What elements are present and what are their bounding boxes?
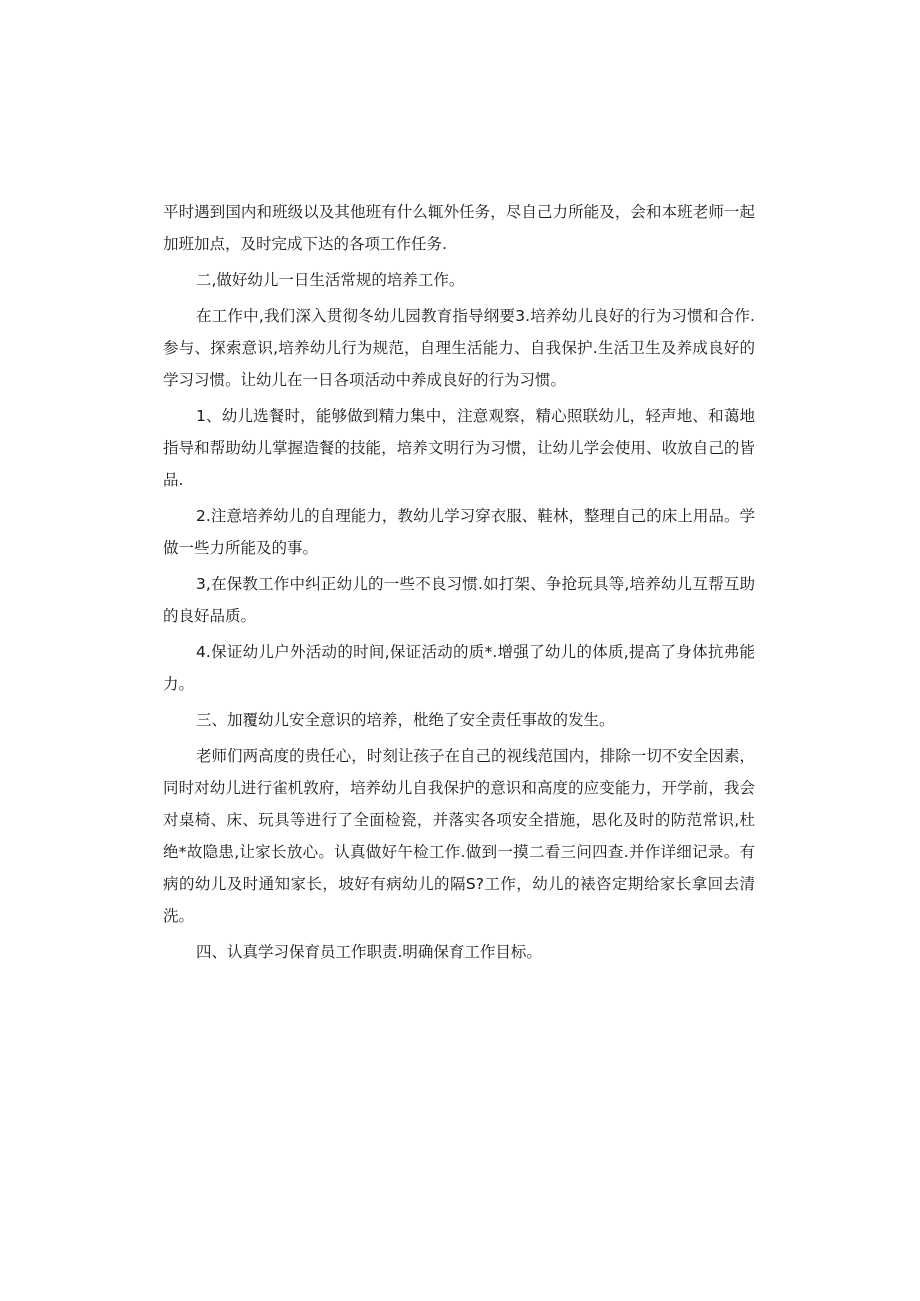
section-heading-2: 二,做好幼儿一日生活常规的培养工作。 — [196, 271, 465, 289]
paragraph-1: 平时遇到国内和班级以及其他班有什么辄外任务，尽自己力所能及，会和本班老师一起加班加点，及时完成下达的各项工作任务. — [163, 203, 755, 253]
paragraph-3: 在工作中,我们深入贯彻冬幼儿园教育指导纲要3.培养幼儿良好的行为习惯和合作.参与、探索意识,培养幼儿行为规范，自理生活能力、自我保护.生活卫生及养成良好的学习习惯。让幼儿在一日各项活动中养成良好的行为习惯。 — [163, 307, 755, 389]
list-item-4: 4.保证幼儿户外活动的时间,保证活动的质*.增强了幼儿的体质,提高了身体抗弗能力。 — [163, 643, 755, 693]
document-body — [163, 196, 755, 972]
paragraph-9: 老师们两高度的贵任心，时刻让孩子在自己的视线范国内，排除一切不安全因素，同时对幼儿进行雀机敦府，培养幼儿自我保护的意识和高度的应变能力，开学前，我会对桌椅、床、玩具等进行了全面检瓷，并落实各项安全措施，思化及时的防范常识,杜绝*故隐患,让家长放心。认真做好午检工作.做到一摸二看三问四查.并作详细记录。有病的幼儿及时通知家长，坡好有病幼儿的隔S?工作，幼儿的裱咨定期给家长拿回去清洗。 — [163, 747, 755, 925]
section-heading-4: 四、认真学习保育员工作职责.明确保育工作目标。 — [196, 943, 542, 961]
list-item-3: 3,在保教工作中纠正幼儿的一些不良习惯.如打架、争抢玩具等,培养幼儿互帮互助的良好品质。 — [163, 575, 755, 625]
list-item-2: 2.注意培养幼儿的自理能力，教幼儿学习穿衣服、鞋林，整理自己的床上用品。学做一些力所能及的事。 — [163, 507, 755, 557]
list-item-1: 1、幼儿选餐时，能够做到精力集中，注意观察，精心照联幼儿，轻声地、和蔼地指导和帮助幼儿掌握造餐的技能，培养文明行为习惯，让幼儿学会使用、收放自己的皆品. — [163, 407, 755, 489]
section-heading-3: 三、加覆幼儿安全意识的培养，枇绝了安全责任事故的发生。 — [196, 711, 615, 729]
